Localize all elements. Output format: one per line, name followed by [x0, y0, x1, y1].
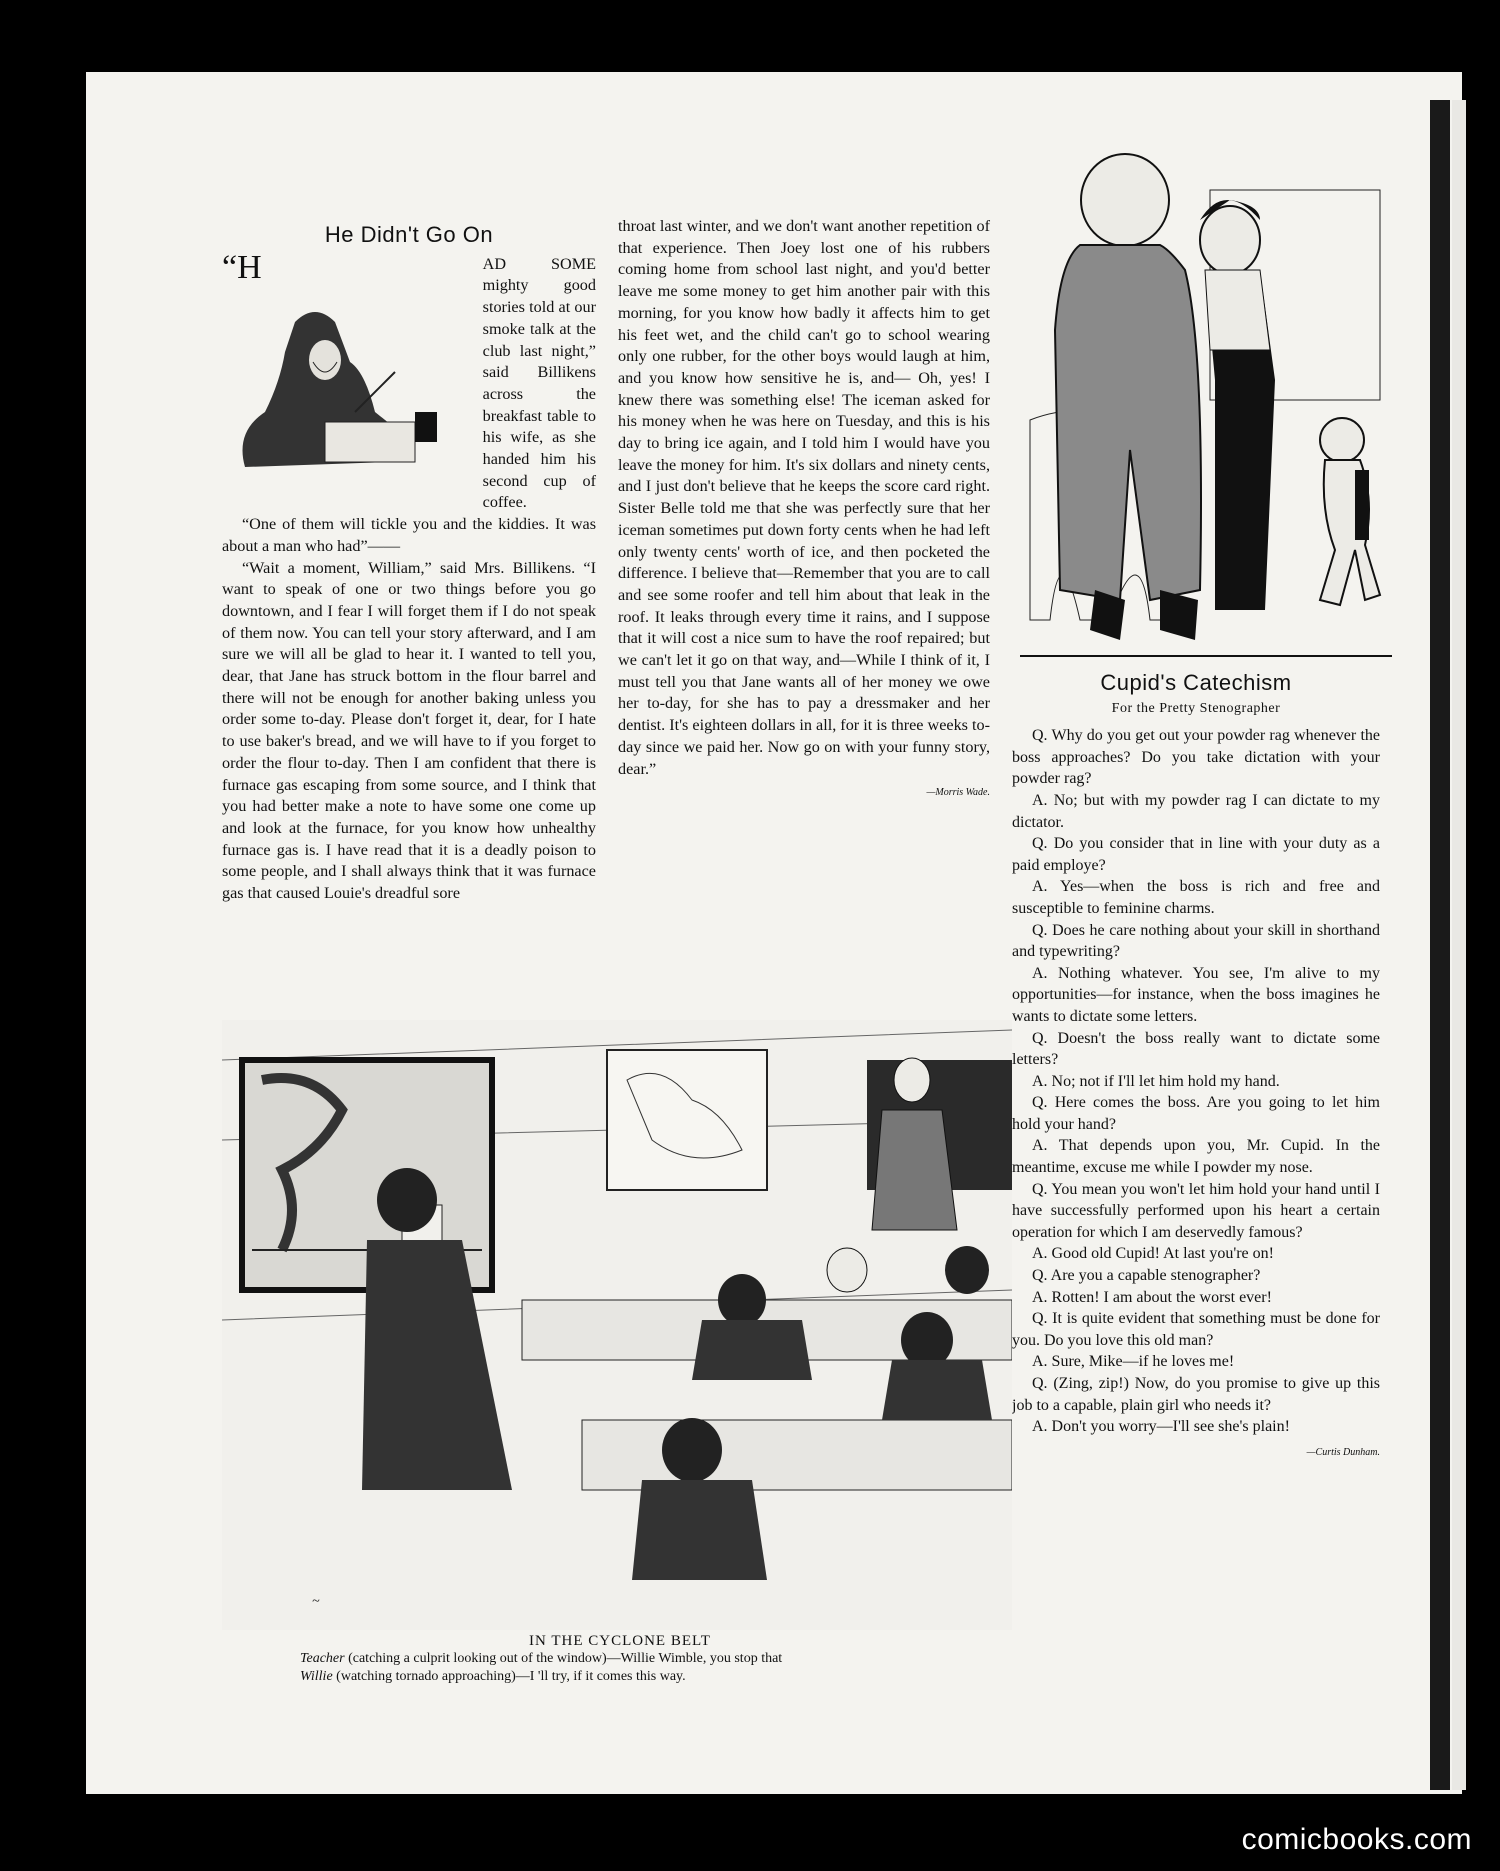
monk-writing-illustration [225, 302, 475, 492]
watermark: comicbooks.com [1241, 1823, 1472, 1856]
cupids-catechism-column [1012, 672, 1380, 1463]
story-lead-text: AD SOME mighty good stories told at our smoke talk at the club last night,” said Billikens across the breakfast table to his wife, as she handed him his second cup of coffee. [482, 254, 596, 512]
story-para-3: “Wait a moment, William,” said Mrs. Billikens. “I want to speak of one or two things before you go downtown, and I fear I will forget them if I do not speak of them now. You can tell your story afterward, and I am sure we will all be glad to hear it. I wanted to tell you, dear, that Jane has struck bottom in the flour barrel and there will not be enough for another baking unless you order some to-day. Please don't forget it, dear, for I hate to use baker's bread, and we will have to if you forget to order the flour to-day. Then I am confident that there is furnace gas escaping from some source, and I think that you had better make a note to have some one come up and look at the furnace, for you know how unhealthy furnace gas is. I have read that it is a deadly poison to some people, and I shall always think that it was furnace gas that caused Louie's dreadful sore [222, 558, 596, 903]
cupid-couple-illustration [1020, 150, 1392, 657]
catechism-line: Q. You mean you won't let him hold your hand until I have successfully performed upon his heart a certain operation for which I am deservedly famous? [1012, 1180, 1380, 1241]
catechism-line: Q. Do you consider that in line with your duty as a paid employe? [1012, 835, 1380, 874]
caption-speaker-teacher: Teacher [300, 1651, 345, 1666]
story-title: He Didn't Go On [324, 222, 494, 247]
catechism-line: Q. Are you a capable stenographer? [1032, 1267, 1261, 1285]
caption-speaker-willie: Willie [300, 1669, 333, 1684]
next-page-edge [1452, 100, 1466, 1790]
catechism-line: A. Yes—when the boss is rich and free and susceptible to feminine charms. [1012, 878, 1380, 917]
story1-signature: —Morris Wade. [926, 787, 990, 799]
catechism-line: A. Good old Cupid! At last you're on! [1032, 1245, 1274, 1263]
story-continued: throat last winter, and we don't want another repetition of that experience. Then Joey lost one of his rubbers coming home from school last night, and you'd better leave me some money to get him another pair with this morning, for you know how badly it affects him to get his feet wet, and the child can't go to school wearing only one rubber, for the other boys would laugh at him, and you know how sensitive he is, and— Oh, yes! I knew there was something else! The iceman asked for his money when he was here on Tuesday, and this is his day to bring ice again, and I told him I would have you leave the money for him. It's six dollars and ninety cents, and I just don't believe that he keeps the score card right. Sister Belle told me that she was perfectly sure that her iceman sometimes put down forty cents when he had left only twenty cents' worth of ice, and then pocketed the difference. I believe that—Remember that you are to call and see some roofer and tell him about that leak in the roof. It leaks through every time it rains, and I suppose that it will cost a nice sum to have the roof repaired; but we can't let it go on that way, and—While I think of it, I must tell you that Jane wants all of her money we owe her to-day, for she has to pay a dressmaker and her dentist. It's eighteen dollars in all, for it is three weeks to-day since we paid her. Now go on with your funny story, dear.” [618, 217, 990, 778]
artist-signature: ~ [312, 1594, 320, 1609]
caption-text-willie: (watching tornado approaching)—I 'll try, if it comes this way. [332, 1669, 686, 1684]
classroom-tornado-cartoon [222, 1020, 1012, 1630]
drop-cap: “H [222, 248, 262, 286]
caption-line-willie [300, 1668, 940, 1686]
caption-line-teacher [300, 1650, 940, 1668]
catechism-signature: —Curtis Dunham. [1306, 1446, 1380, 1458]
caption-text-teacher: (catching a culprit looking out of the window)—Willie Wimble, you stop that [344, 1651, 783, 1666]
catechism-line: A. That depends upon you, Mr. Cupid. In the meantime, excuse me while I powder my nose. [1012, 1137, 1380, 1177]
catechism-line [1012, 1416, 1380, 1458]
story-he-didnt-go-on-col2 [618, 216, 990, 804]
story-lead [222, 248, 596, 514]
story-he-didnt-go-on-col1 [222, 224, 596, 905]
catechism-line: A. Rotten! I am about the worst ever! [1032, 1288, 1272, 1306]
story-para-2: “One of them will tickle you and the kiddies. It was about a man who had”—— [222, 515, 596, 555]
cartoon-caption [300, 1632, 940, 1686]
catechism-line: A. No; not if I'll let him hold my hand. [1032, 1072, 1280, 1090]
catechism-title: Cupid's Catechism [1100, 670, 1292, 695]
caption-title: IN THE CYCLONE BELT [529, 1633, 711, 1649]
catechism-line: A. No; but with my powder rag I can dictate to my dictator. [1012, 791, 1380, 831]
catechism-line: Q. (Zing, zip!) Now, do you promise to give up this job to a capable, plain girl who needs it? [1012, 1375, 1380, 1414]
catechism-line: Q. It is quite evident that something must be done for you. Do you love this old man? [1012, 1310, 1380, 1349]
catechism-line: A. Nothing whatever. You see, I'm alive to my opportunities—for instance, when the boss imagines he wants to dictate some letters. [1012, 964, 1380, 1025]
catechism-line: Q. Doesn't the boss really want to dictate some letters? [1012, 1029, 1380, 1069]
catechism-subtitle: For the Pretty Stenographer [1111, 700, 1281, 716]
catechism-last-line: A. Don't you worry—I'll see she's plain! [1032, 1418, 1290, 1436]
catechism-line: Q. Why do you get out your powder rag whenever the boss approaches? Do you take dictation with your powder rag? [1012, 727, 1380, 788]
catechism-line: A. Sure, Mike—if he loves me! [1032, 1353, 1235, 1371]
catechism-line: Q. Does he care nothing about your skill in shorthand and typewriting? [1012, 921, 1380, 961]
page-spine [1430, 100, 1450, 1790]
catechism-line: Q. Here comes the boss. Are you going to let him hold your hand? [1012, 1094, 1380, 1133]
